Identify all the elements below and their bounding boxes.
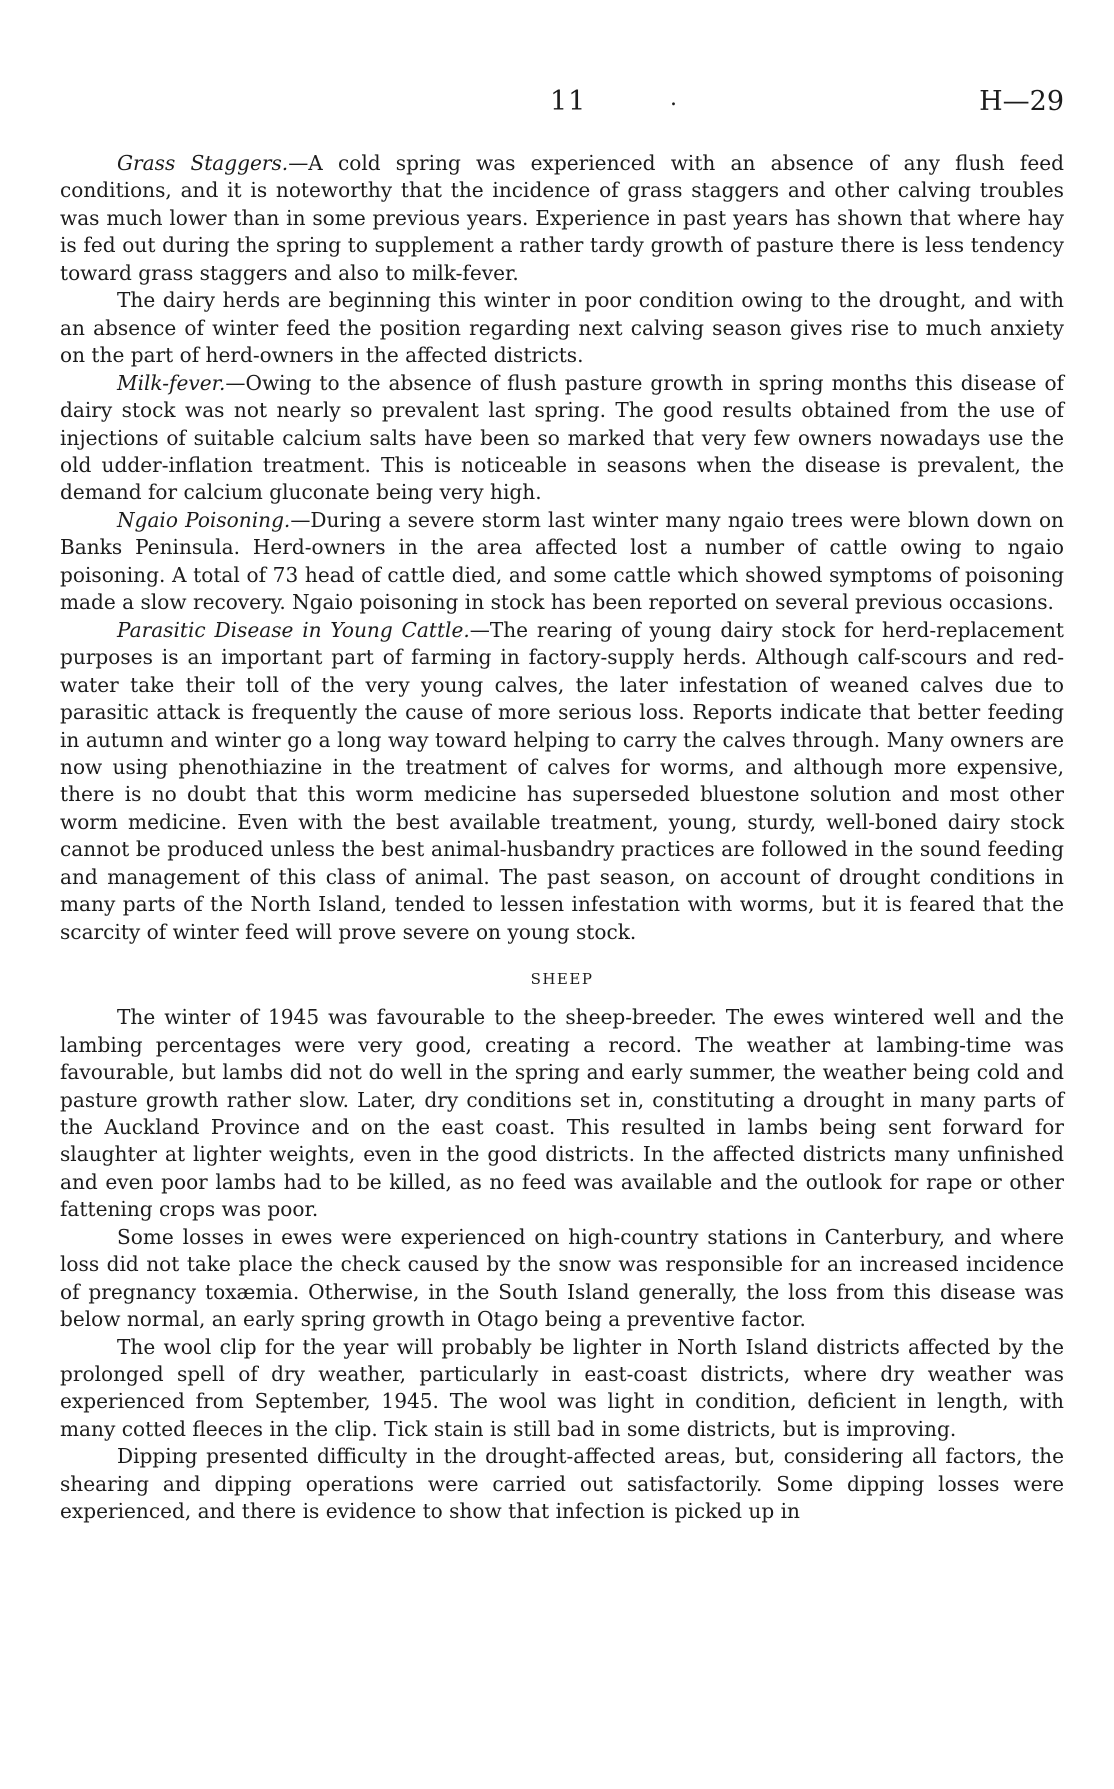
paragraph-grass-staggers <box>60 150 1064 287</box>
paragraph-text: The wool clip for the year will probably be lighter in North Island districts affected by the prolonged spell of dry weather, particularly in east-coast districts, where dry weather was experienced from September, 1945. The wool was light in condition, deficient in length, with many cotted fleeces in the clip. Tick stain is still bad in some districts, but is improving. <box>60 1334 1064 1441</box>
paragraph-text: —During a severe storm last winter many ngaio trees were blown down on Banks Peninsula. Herd-owners in the area affected lost a number of cattle owing to ngaio poisoning. A total of 73 head of cattle died, and some cattle which showed symptoms of poisoning made a slow recovery. Ngaio poisoning in stock has been reported on several previous occasions. <box>60 507 1064 615</box>
paragraph-text: The dairy herds are beginning this winter in poor condition owing to the drought, and with an absence of winter feed the position regarding next calving season gives rise to much anxiety on the part of herd-owners in the affected districts. <box>60 288 1064 368</box>
paragraph-text: —A cold spring was experienced with an absence of any flush feed conditions, and it is noteworthy that the incidence of grass staggers and other calving troubles was much lower than in some previous years. Experience in past years has shown that where hay is fed out during the spring to supplement a rather tardy growth of pasture there is less tendency toward grass staggers and also to milk-fever. <box>60 151 1064 285</box>
document-reference: H—29 <box>979 86 1064 117</box>
paragraph-text: The winter of 1945 was favourable to the sheep-breeder. The ewes wintered well and the lambing percentages were very good, creating a record. The weather at lambing-time was favourable, but lambs did not do well in the spring and early summer, the weather being cold and pasture growth rather slow. Later, dry conditions set in, constituting a drought in many parts of the Auckland Province and on the east coast. This resulted in lambs being sent forward for slaughter at lighter weights, even in the good districts. In the affected districts many unfinished and even poor lambs had to be killed, as no feed was available and the outlook for rape or other fattening crops was poor. <box>60 1005 1064 1222</box>
document-page <box>60 0 1064 1524</box>
paragraph-text: Some losses in ewes were experienced on high-country stations in Canterbury, and where loss did not take place the check caused by the snow was responsible for an increased incidence of pregnancy toxæmia. Otherwise, in the South Island generally, the loss from this disease was below normal, an early spring growth in Otago being a preventive factor. <box>60 1224 1064 1332</box>
paragraph-text: —The rearing of young dairy stock for herd-replacement purposes is an important part of farming in factory-supply herds. Although calf-scours and red-water take their toll of the very young calves, the later infestation of weaned calves due to parasitic attack is frequently the cause of more serious loss. Reports indicate that better feeding in autumn and winter go a long way toward helping to carry the calves through. Many owners are now using phenothiazine in the treatment of calves for worms, and although more expensive, there is no doubt that this worm medicine has superseded bluestone solution and most other worm medicine. Even with the best available treatment, young, sturdy, well-boned dairy stock cannot be produced unless the best animal-husbandry practices are followed in the sound feeding and management of this class of animal. The past season, on account of drought conditions in many parts of the North Island, tended to lessen infestation with worms, but it is feared that the scarcity of winter feed will prove severe on young stock. <box>60 617 1064 944</box>
run-in-heading: Grass Staggers. <box>117 151 289 175</box>
header-dot: . <box>670 86 677 111</box>
run-in-heading: Ngaio Poisoning. <box>117 507 291 532</box>
run-in-heading: Milk-fever. <box>117 370 226 395</box>
paragraph-ewe-losses <box>60 1224 1064 1334</box>
paragraph-milk-fever <box>60 370 1064 507</box>
paragraph-ngaio-poisoning <box>60 507 1064 617</box>
paragraph-winter-1945 <box>60 1004 1064 1224</box>
run-in-heading: Parasitic Disease in Young Cattle. <box>117 617 470 642</box>
paragraph-dairy-herds <box>60 287 1064 369</box>
paragraph-text: —Owing to the absence of flush pasture growth in spring months this disease of dairy stock was not nearly so prevalent last spring. The good results obtained from the use of injections of suitable calcium salts have been so marked that very few owners nowadays use the old udder-inflation treatment. This is noticeable in seasons when the disease is prevalent, the demand for calcium gluconate being very high. <box>60 370 1064 505</box>
paragraph-parasitic-disease <box>60 617 1064 946</box>
section-heading-sheep: SHEEP <box>530 970 594 989</box>
paragraph-dipping <box>60 1443 1064 1525</box>
body-text <box>60 150 1064 1526</box>
page-number: 11 <box>550 86 587 117</box>
paragraph-text: Dipping presented difficulty in the drought-affected areas, but, considering all factors, the shearing and dipping operations were carried out satisfactorily. Some dipping losses were experienced, and there is evidence to show that infection is picked up in <box>60 1444 1064 1524</box>
page-header <box>60 0 1064 150</box>
paragraph-wool-clip <box>60 1334 1064 1444</box>
